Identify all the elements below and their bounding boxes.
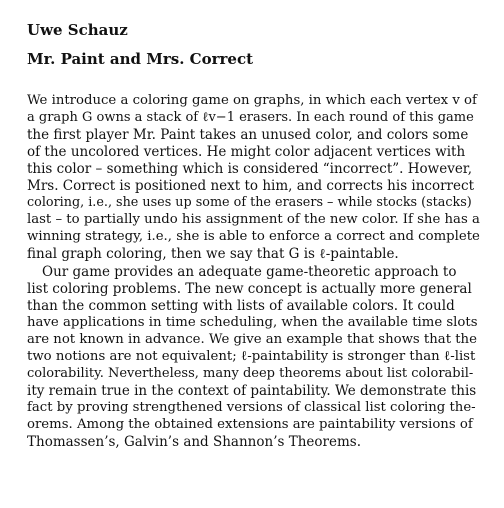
text-line: this color – something which is considered “incorrect”. However, [27,161,473,177]
text-line: colorability. Nevertheless, many deep theorems about list colorabil- [27,366,474,381]
text-line: of the uncolored vertices. He might color adjacent vertices with [27,144,466,160]
text-line: have applications in time scheduling, when the available time slots [27,315,478,330]
text-line: ity remain true in the context of paintability. We demonstrate this [27,383,477,399]
text-line: two notions are not equivalent; ℓ-paintability is stronger than ℓ-list [27,349,476,364]
text-line: Mrs. Correct is positioned next to him, and corrects his incorrect [27,178,474,194]
text-line: coloring, i.e., she uses up some of the erasers – while stocks (stacks) [27,195,472,210]
text-line: orems. Among the obtained extensions are paintability versions of [27,417,473,432]
text-line: Our game provides an adequate game-theoretic approach to [42,264,457,280]
text-line: winning strategy, i.e., she is able to enforce a correct and complete [27,229,480,244]
text-line: list coloring problems. The new concept is actually more general [27,281,472,297]
text-line: a graph G owns a stack of ℓv−1 erasers. In each round of this game [27,110,474,125]
author-name: Uwe Schauz [27,21,128,39]
text-line: Thomassen’s, Galvin’s and Shannon’s Theorems. [27,434,361,450]
text-line: the first player Mr. Paint takes an unused color, and colors some [27,127,469,143]
text-line: final graph coloring, then we say that G is ℓ-paintable. [27,246,399,262]
text-line: last – to partially undo his assignment of the new color. If she has a [27,212,480,227]
text-line: We introduce a coloring game on graphs, in which each vertex v of [27,93,477,108]
text-line: are not known in advance. We give an example that shows that the [27,332,477,347]
text-line: fact by proving strengthened versions of classical list coloring the- [27,400,476,415]
text-line: than the common setting with lists of available colors. It could [27,298,455,314]
paper-title: Mr. Paint and Mrs. Correct [27,50,254,68]
